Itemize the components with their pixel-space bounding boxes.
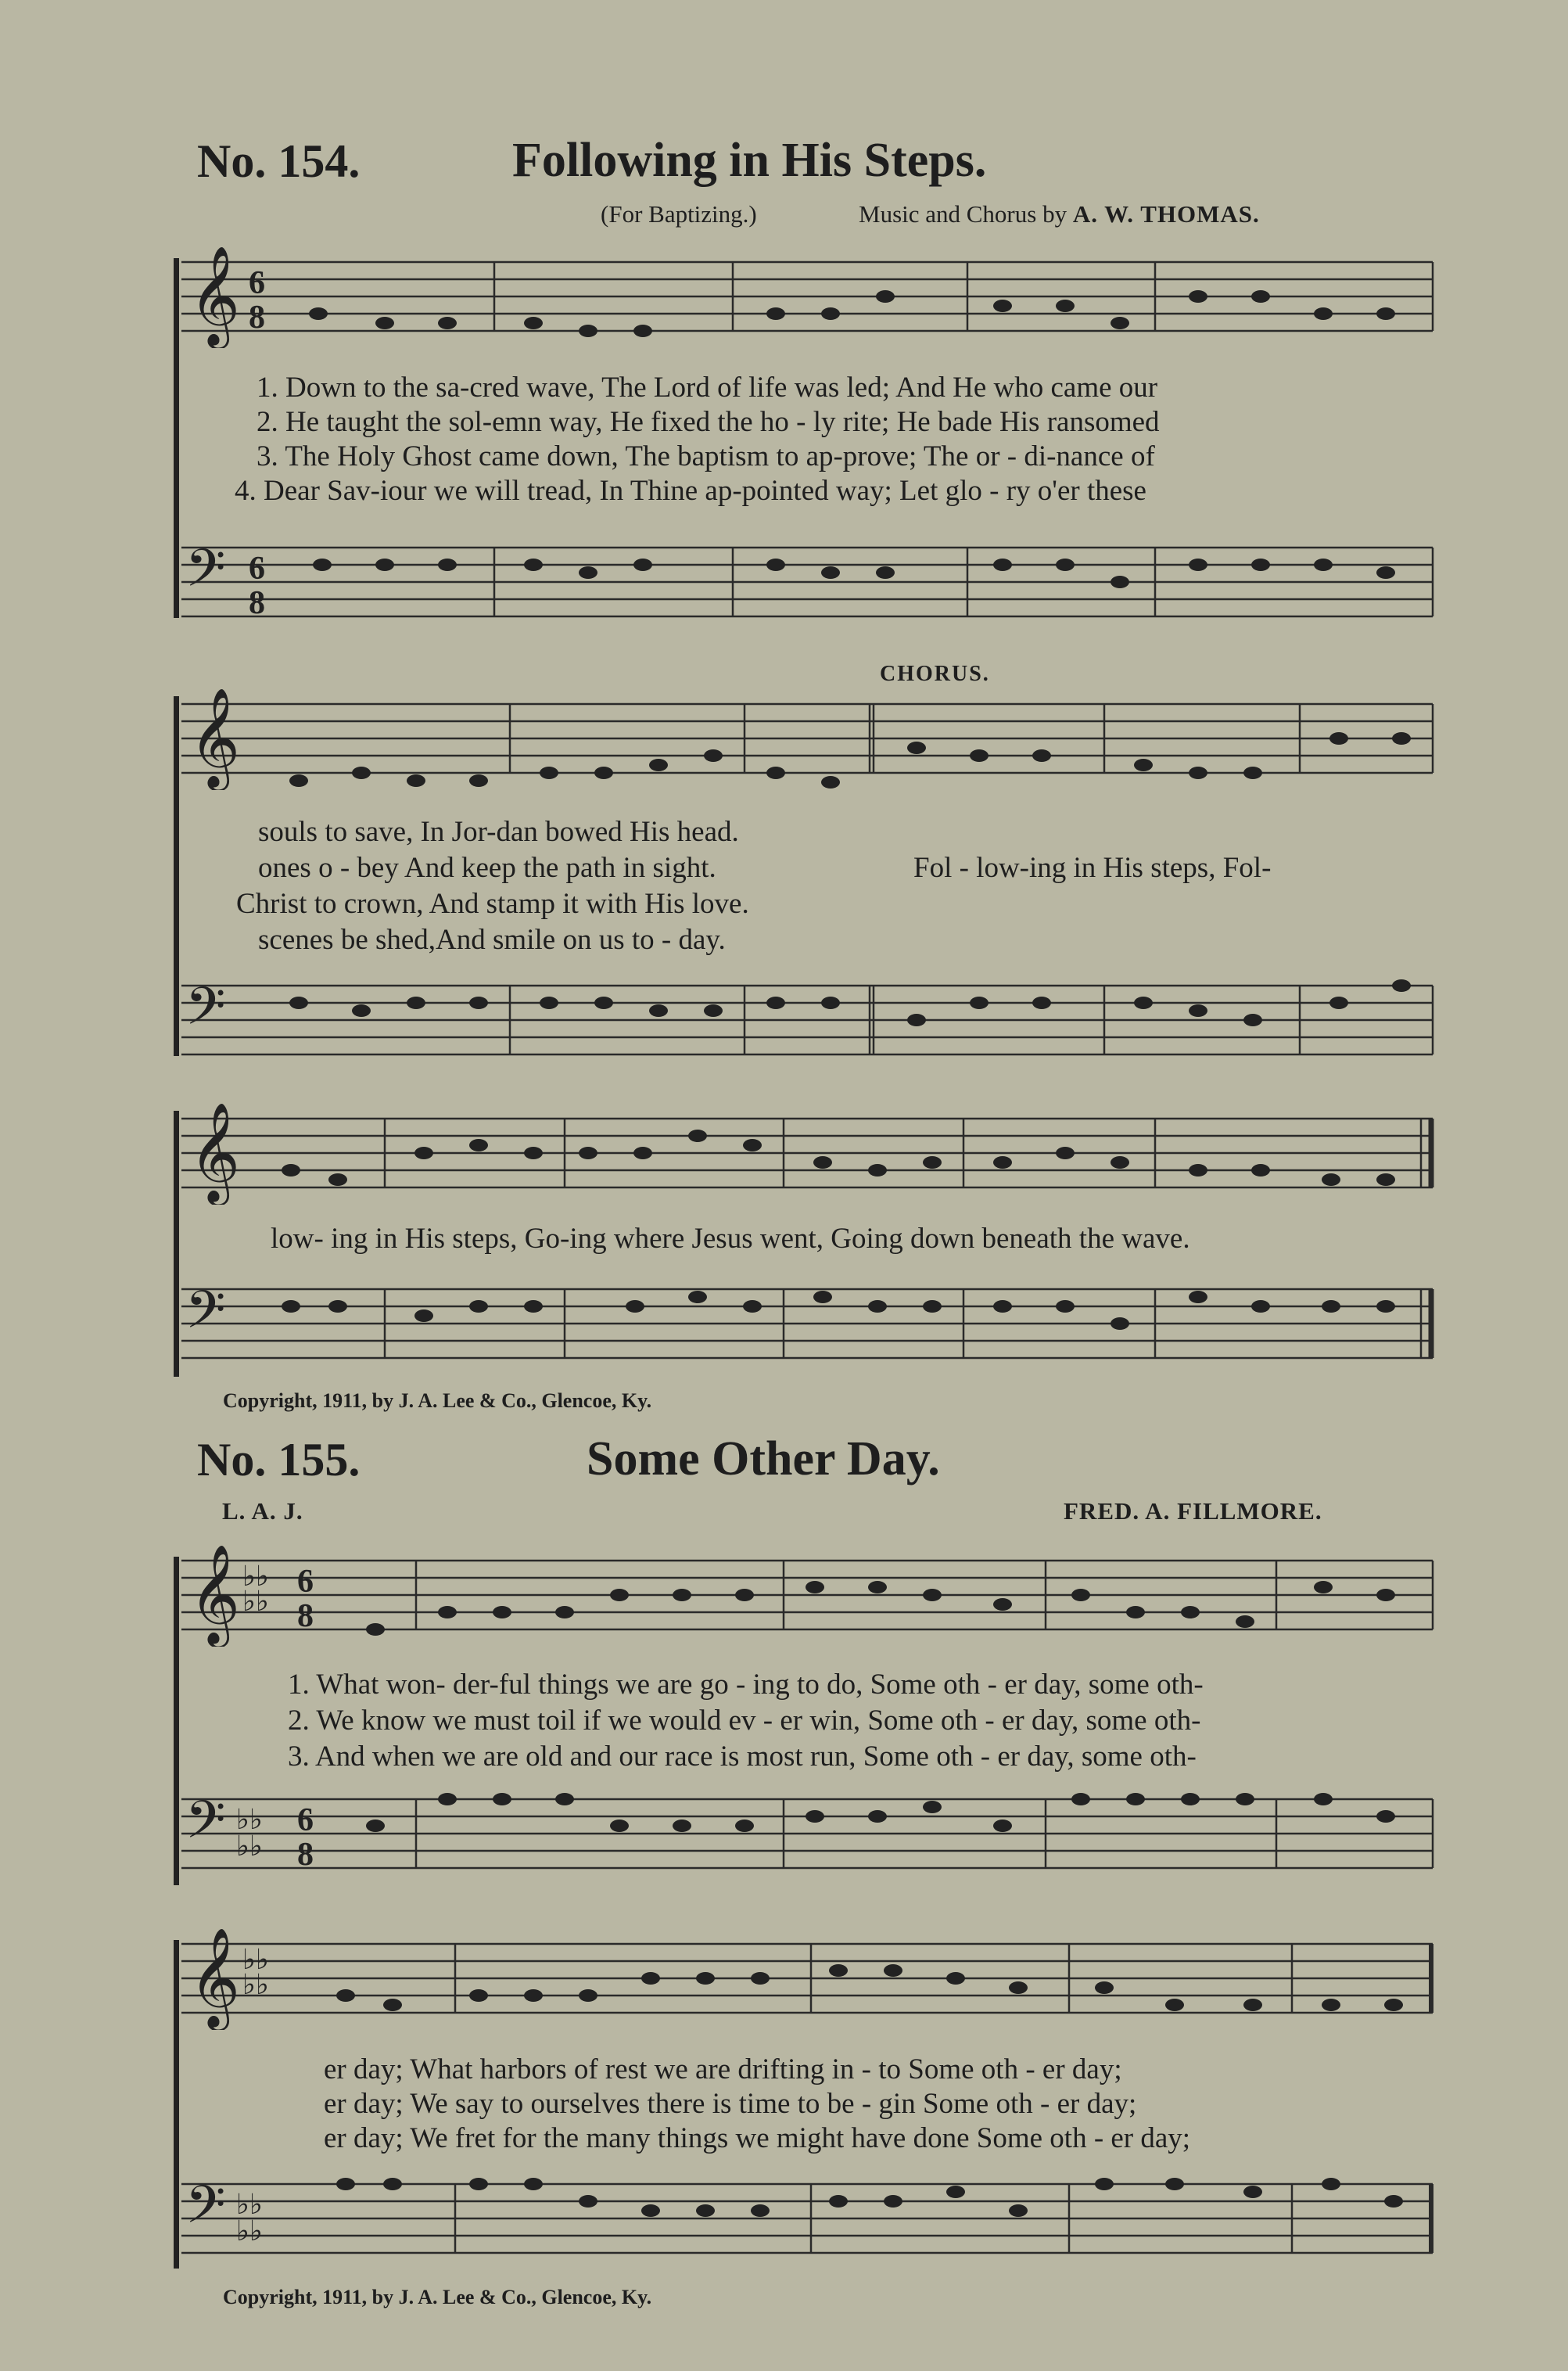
system-bracket: [174, 696, 179, 1056]
hymn-155-number: No. 155.: [197, 1434, 361, 1485]
treble-staff: [181, 1545, 1441, 1647]
svg-text:𝄢: 𝄢: [185, 2175, 226, 2247]
bass-staff: [181, 2168, 1441, 2270]
hymn-155-copyright: Copyright, 1911, by J. A. Lee & Co., Glencoe, Ky.: [223, 2286, 652, 2308]
lyric-line: ones o - bey And keep the path in sight.: [258, 852, 716, 884]
treble-staff: [181, 1928, 1441, 2030]
treble-staff: [181, 1103, 1441, 1205]
svg-text:♭♭: ♭♭: [242, 1561, 269, 1593]
lyric-line: 3. And when we are old and our race is most run, Some oth - er day, some oth-: [288, 1741, 1197, 1773]
hymn-154-subtitle: (For Baptizing.): [601, 200, 757, 228]
svg-text:♭♭: ♭♭: [236, 1830, 263, 1863]
hymn-155-title: Some Other Day.: [587, 1432, 940, 1485]
bass-staff: [181, 1784, 1441, 1885]
bass-staff: [181, 1274, 1441, 1375]
lyric-line: er day; We fret for the many things we might have done Some oth - er day;: [324, 2122, 1191, 2154]
lyric-line: er day; What harbors of rest we are drifting in - to Some oth - er day;: [324, 2053, 1122, 2085]
system-bracket: [174, 1111, 179, 1377]
svg-text:♭♭: ♭♭: [242, 1944, 269, 1976]
svg-text:𝄞: 𝄞: [189, 1928, 241, 2027]
hymn-154-credit: [859, 200, 1260, 228]
chorus-label: CHORUS.: [880, 662, 990, 686]
svg-text:𝄢: 𝄢: [185, 538, 226, 611]
chorus-line-2: low- ing in His steps, Go-ing where Jesus went, Going down beneath the wave.: [271, 1223, 1190, 1255]
svg-text:𝄢: 𝄢: [185, 976, 226, 1049]
svg-text:8: 8: [249, 300, 265, 336]
svg-text:𝄞: 𝄞: [189, 1545, 241, 1644]
chorus-line-1: Fol - low-ing in His steps, Fol-: [913, 852, 1272, 884]
lyric-line: er day; We say to ourselves there is time to be - gin Some oth - er day;: [324, 2088, 1137, 2120]
svg-text:6: 6: [249, 265, 265, 301]
svg-text:6: 6: [297, 1802, 314, 1838]
svg-text:8: 8: [249, 585, 265, 621]
svg-text:𝄞: 𝄞: [189, 1103, 241, 1202]
bass-staff: [181, 532, 1441, 634]
lyric-line: 3. The Holy Ghost came down, The baptism to ap-prove; The or - di-nance of: [257, 440, 1155, 472]
system-bracket: [174, 258, 179, 618]
treble-staff: [181, 688, 1441, 790]
treble-staff: [181, 246, 1441, 348]
svg-text:𝄞: 𝄞: [189, 688, 241, 787]
lyric-line: souls to save, In Jor-dan bowed His head.: [258, 816, 739, 848]
lyric-line: 2. He taught the sol-emn way, He fixed the ho - ly rite; He bade His ransomed: [257, 406, 1160, 438]
hymn-154-credit-name: A. W. THOMAS.: [1072, 200, 1260, 228]
hymn-154-credit-prefix: Music and Chorus by: [859, 200, 1067, 228]
svg-text:♭♭: ♭♭: [236, 1804, 263, 1836]
svg-text:♭♭: ♭♭: [236, 2215, 263, 2247]
hymn-155-author: L. A. J.: [222, 1497, 303, 1525]
system-bracket: [174, 1940, 179, 2269]
lyric-line: 4. Dear Sav-iour we will tread, In Thine ap-pointed way; Let glo - ry o'er these: [235, 475, 1146, 507]
lyric-line: 2. We know we must toil if we would ev - er win, Some oth - er day, some oth-: [288, 1705, 1201, 1737]
hymn-154-copyright: Copyright, 1911, by J. A. Lee & Co., Glencoe, Ky.: [223, 1389, 652, 1412]
hymn-154-number: No. 154.: [197, 135, 361, 187]
lyric-line: scenes be shed,And smile on us to - day.: [258, 924, 726, 956]
svg-text:6: 6: [297, 1564, 314, 1600]
lyric-line: 1. What won- der-ful things we are go - ing to do, Some oth - er day, some oth-: [288, 1669, 1204, 1701]
hymn-154-title: Following in His Steps.: [512, 134, 987, 187]
svg-text:♭♭: ♭♭: [236, 2189, 263, 2221]
svg-text:6: 6: [249, 551, 265, 587]
svg-text:8: 8: [297, 1598, 314, 1634]
lyric-line: Christ to crown, And stamp it with His love.: [236, 888, 749, 920]
svg-text:𝄢: 𝄢: [185, 1790, 226, 1863]
hymn-155-composer: FRED. A. FILLMORE.: [1064, 1497, 1322, 1525]
svg-text:𝄢: 𝄢: [185, 1280, 226, 1353]
svg-text:♭♭: ♭♭: [242, 1969, 269, 2001]
system-bracket: [174, 1557, 179, 1885]
svg-text:♭♭: ♭♭: [242, 1586, 269, 1618]
bass-staff: [181, 970, 1441, 1072]
svg-text:8: 8: [297, 1837, 314, 1873]
svg-text:𝄞: 𝄞: [189, 246, 241, 345]
lyric-line: 1. Down to the sa-cred wave, The Lord of life was led; And He who came our: [257, 372, 1158, 404]
